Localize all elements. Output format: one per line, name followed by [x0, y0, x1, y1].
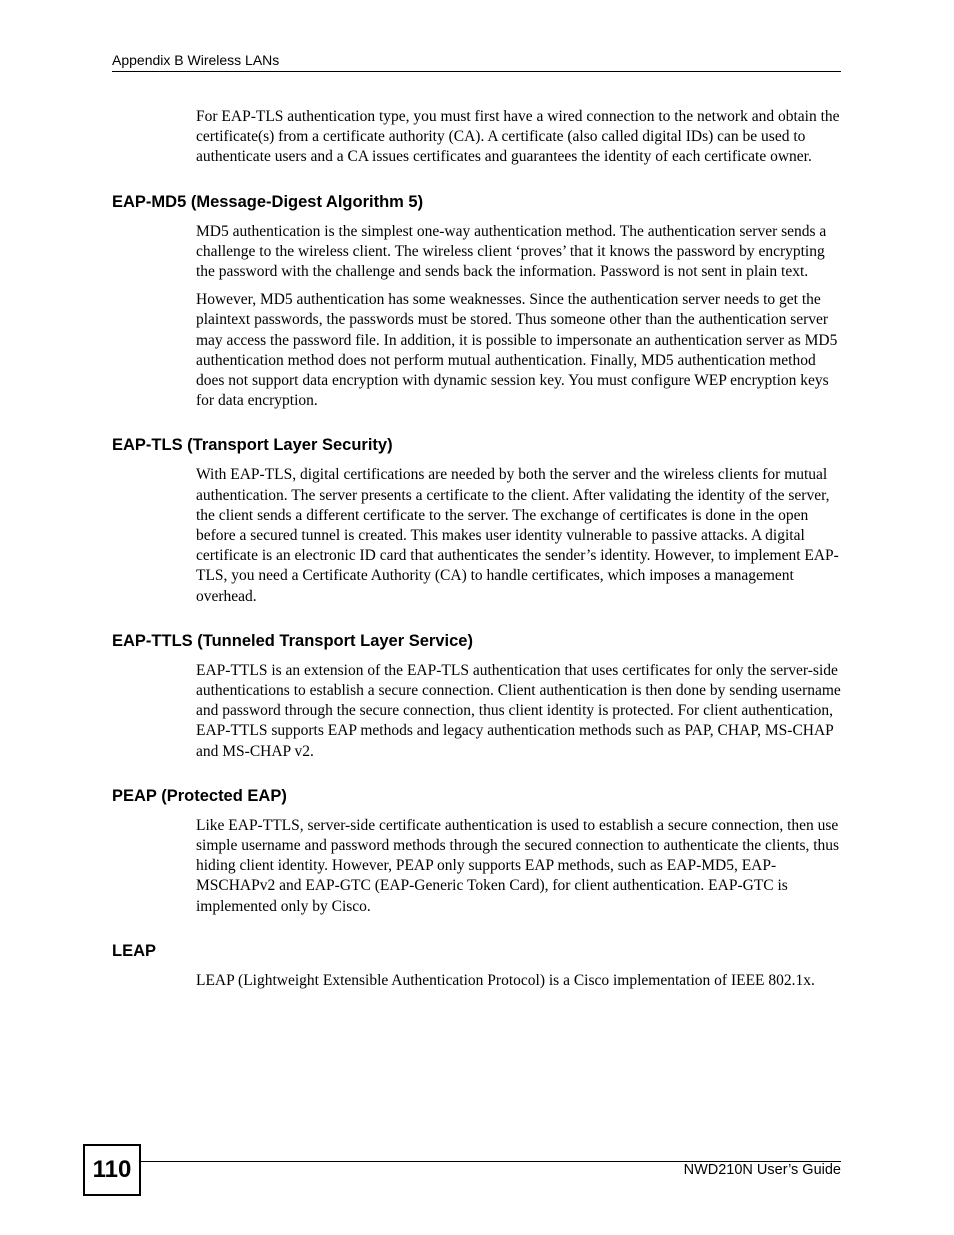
guide-title: NWD210N User’s Guide [683, 1162, 841, 1178]
page-content [112, 107, 841, 999]
section-heading-eap-tls: EAP-TLS (Transport Layer Security) [112, 436, 393, 455]
paragraph: EAP-TTLS is an extension of the EAP-TLS authentication that uses certificates for only the server-side authentications to establish a secure connection. Client authentication is then done by sending username and password through the secure connection, thus client identity is protected. For client authentication, EAP-TTLS supports EAP methods and legacy authentication methods such as PAP, CHAP, MS-CHAP and MS-CHAP v2. [196, 661, 841, 760]
paragraph: LEAP (Lightweight Extensible Authentication Protocol) is a Cisco implementation of IEEE 802.1x. [196, 971, 815, 989]
paragraph: Like EAP-TTLS, server-side certificate authentication is used to establish a secure connection, then use simple username and password methods through the secured connection to authenticate the clients, thus hiding client identity. However, PEAP only supports EAP methods, such as EAP-MD5, EAP-MSCHAPv2 and EAP-GTC (EAP-Generic Token Card), for client authentication. EAP-GTC is implemented only by Cisco. [196, 816, 840, 915]
section-heading-eap-ttls: EAP-TTLS (Tunneled Transport Layer Service) [112, 631, 473, 650]
paragraph: However, MD5 authentication has some weaknesses. Since the authentication server needs to get the plaintext passwords, the passwords must be stored. Thus someone other than the authentication server may access the password file. In addition, it is possible to impersonate an authentication server as MD5 authentication method does not perform mutual authentication. Finally, MD5 authentication method does not support data encryption with dynamic session key. You must configure WEP encryption keys for data encryption. [196, 291, 838, 410]
intro-paragraph: For EAP-TLS authentication type, you must first have a wired connection to the network and obtain the certificate(s) from a certificate authority (CA). A certificate (also called digital IDs) can be used to authenticate users and a CA issues certificates and guarantees the identity of each certificate owner. [196, 108, 840, 166]
section-heading-leap: LEAP [112, 941, 157, 960]
running-header: Appendix B Wireless LANs [112, 52, 280, 68]
section-heading-peap: PEAP (Protected EAP) [112, 786, 287, 805]
section-heading-eap-md5: EAP-MD5 (Message-Digest Algorithm 5) [112, 192, 424, 211]
page-number: 110 [83, 1144, 141, 1196]
header-divider [112, 71, 841, 72]
paragraph: MD5 authentication is the simplest one-way authentication method. The authentication server sends a challenge to the wireless client. The wireless client ‘proves’ that it knows the password by encrypting the password with the challenge and sends back the information. Password is not sent in plain text. [196, 222, 827, 281]
paragraph: With EAP-TLS, digital certifications are needed by both the server and the wireless clients for mutual authentication. The server presents a certificate to the client. After validating the identity of the server, the client sends a different certificate to the server. The exchange of certificates is done in the open before a secured tunnel is created. This makes user identity vulnerable to passive attacks. A digital certificate is an electronic ID card that authenticates the sender’s identity. However, to implement EAP-TLS, you need a Certificate Authority (CA) to handle certificates, which imposes a management overhead. [196, 466, 839, 605]
